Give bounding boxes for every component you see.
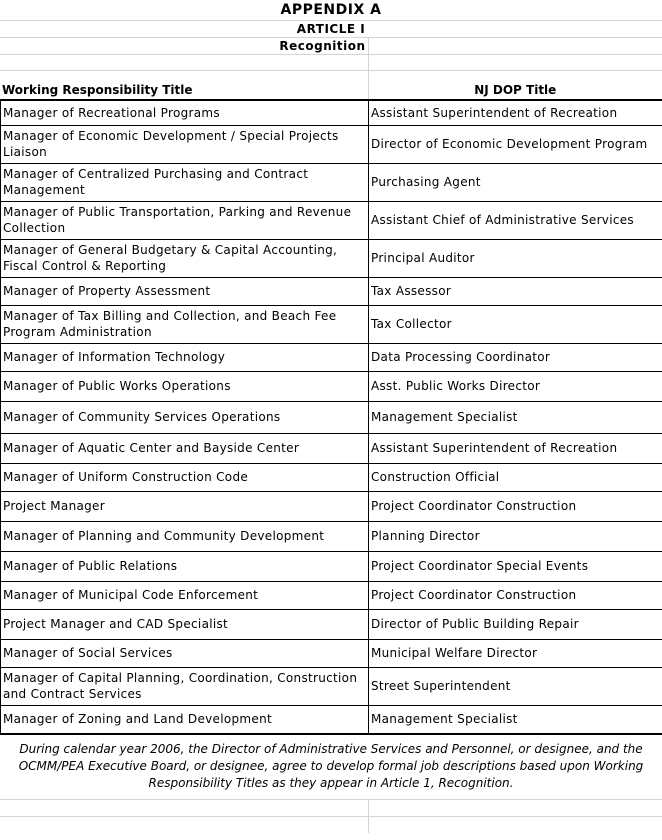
table-row: [1, 705, 662, 733]
empty-cell: [0, 55, 368, 71]
table-row: [1, 277, 662, 305]
working-title-cell: Manager of Capital Planning, Coordination, Construction and Contract Services: [1, 667, 369, 705]
working-title-cell: Manager of Planning and Community Development: [1, 521, 369, 551]
dop-title-cell: Assistant Superintendent of Recreation: [369, 100, 662, 125]
table-row: [1, 463, 662, 491]
dop-title-cell: Assistant Superintendent of Recreation: [369, 433, 662, 463]
dop-title-cell: Management Specialist: [369, 401, 662, 433]
dop-title-cell: Project Coordinator Construction: [369, 491, 662, 521]
working-title-cell: Manager of Economic Development / Special Projects Liaison: [1, 125, 369, 163]
dop-title-cell: Project Coordinator Construction: [369, 581, 662, 609]
working-title-cell: Manager of Public Transportation, Parking and Revenue Collection: [1, 201, 369, 239]
dop-title-cell: Assistant Chief of Administrative Services: [369, 201, 662, 239]
table-row: [1, 201, 662, 239]
working-title-cell: Manager of Tax Billing and Collection, and Beach Fee Program Administration: [1, 305, 369, 343]
empty-cell: [0, 816, 368, 833]
working-title-cell: Manager of Uniform Construction Code: [1, 463, 369, 491]
recognition-row: [0, 38, 662, 55]
working-title-cell: Manager of Centralized Purchasing and Contract Management: [1, 163, 369, 201]
table-row: [1, 433, 662, 463]
article-title: ARTICLE I: [0, 21, 662, 38]
dop-title-cell: Planning Director: [369, 521, 662, 551]
working-title-cell: Manager of Municipal Code Enforcement: [1, 581, 369, 609]
blank-row: [0, 55, 662, 71]
blank-row: [0, 816, 662, 833]
dop-title-cell: Street Superintendent: [369, 667, 662, 705]
appendix-row: [0, 0, 662, 21]
working-title-cell: Manager of Aquatic Center and Bayside Center: [1, 433, 369, 463]
table-row: [1, 401, 662, 433]
empty-cell: [0, 799, 368, 816]
section-title: Recognition: [0, 38, 368, 55]
table-row: [1, 551, 662, 581]
table-row: [1, 371, 662, 401]
dop-title-cell: Municipal Welfare Director: [369, 639, 662, 667]
empty-cell: [368, 38, 662, 55]
column-header-dop-title: NJ DOP Title: [368, 71, 662, 100]
working-title-cell: Manager of Public Relations: [1, 551, 369, 581]
working-title-cell: Manager of Community Services Operations: [1, 401, 369, 433]
working-title-cell: Manager of Property Assessment: [1, 277, 369, 305]
working-title-cell: Manager of Zoning and Land Development: [1, 705, 369, 733]
table-row: [1, 667, 662, 705]
dop-title-cell: Director of Public Building Repair: [369, 609, 662, 639]
table-row: [1, 639, 662, 667]
table-row: [1, 521, 662, 551]
working-title-cell: Manager of Public Works Operations: [1, 371, 369, 401]
working-title-cell: Project Manager and CAD Specialist: [1, 609, 369, 639]
dop-title-cell: Management Specialist: [369, 705, 662, 733]
dop-title-cell: Asst. Public Works Director: [369, 371, 662, 401]
dop-title-cell: Project Coordinator Special Events: [369, 551, 662, 581]
appendix-title: APPENDIX A: [280, 2, 382, 18]
table-row: [1, 125, 662, 163]
header-table: [0, 0, 662, 99]
working-title-cell: Project Manager: [1, 491, 369, 521]
empty-cell: [368, 55, 662, 71]
working-title-cell: Manager of General Budgetary & Capital Accounting, Fiscal Control & Reporting: [1, 239, 369, 277]
dop-title-cell: Director of Economic Development Program: [369, 125, 662, 163]
article-row: [0, 21, 662, 38]
dop-title-cell: Data Processing Coordinator: [369, 343, 662, 371]
table-row: [1, 100, 662, 125]
note-table: [0, 734, 662, 833]
titles-table: [0, 99, 662, 734]
table-row: [1, 163, 662, 201]
column-header-row: [0, 71, 662, 100]
note-row: [0, 734, 662, 799]
empty-cell: [368, 799, 662, 816]
table-row: [1, 609, 662, 639]
table-row: [1, 305, 662, 343]
table-row: [1, 343, 662, 371]
dop-title-cell: Construction Official: [369, 463, 662, 491]
working-title-cell: Manager of Recreational Programs: [1, 100, 369, 125]
table-row: [1, 239, 662, 277]
working-title-cell: Manager of Information Technology: [1, 343, 369, 371]
working-title-cell: Manager of Social Services: [1, 639, 369, 667]
dop-title-cell: Tax Assessor: [369, 277, 662, 305]
blank-row: [0, 799, 662, 816]
table-row: [1, 581, 662, 609]
dop-title-cell: Principal Auditor: [369, 239, 662, 277]
empty-cell: [368, 816, 662, 833]
dop-title-cell: Purchasing Agent: [369, 163, 662, 201]
footnote-text: During calendar year 2006, the Director of Administrative Services and Personnel, or designee, and the OCMM/PEA Executive Board, or designee, agree to develop formal job descriptions based upon Working Responsibility Titles as they appear in Article 1, Recognition.: [0, 734, 662, 799]
table-row: [1, 491, 662, 521]
dop-title-cell: Tax Collector: [369, 305, 662, 343]
column-header-working-title: Working Responsibility Title: [0, 71, 368, 100]
